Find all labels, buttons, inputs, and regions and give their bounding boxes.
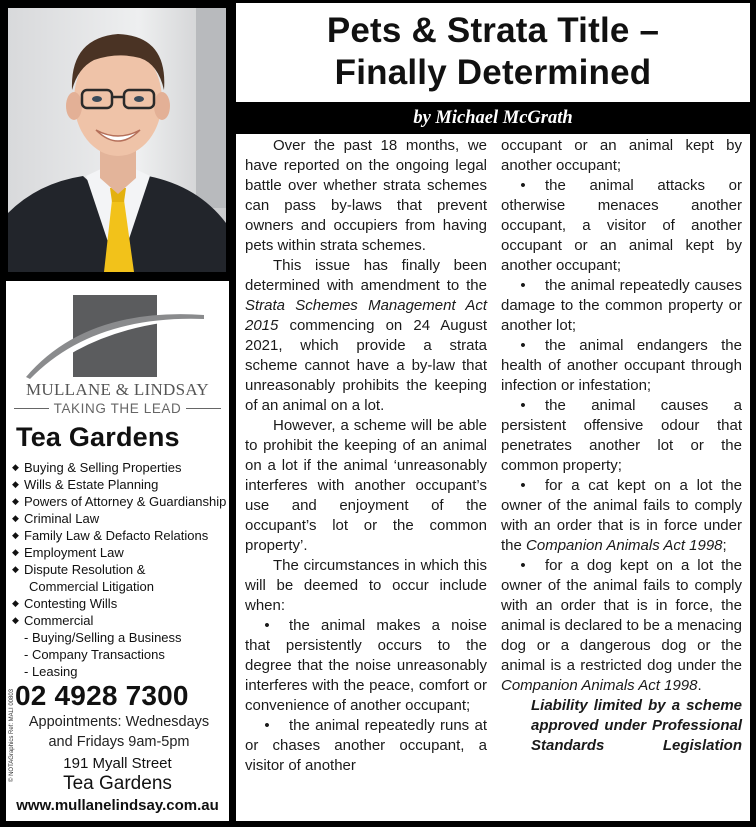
headline-box — [236, 3, 750, 102]
bullet-item: • for a dog kept on a lot the owner of the animal fails to comply with an order that is in force, the animal is declared to be a menacing dog or a dangerous dog or the animal is a restricted dog under the Companion Animals Act 1998. — [501, 557, 742, 694]
bullet-icon: • — [520, 337, 526, 354]
article-body — [236, 134, 750, 821]
service-subitem: - Buying/Selling a Business — [24, 630, 182, 645]
firm-name: MULLANE & LINDSAY — [26, 380, 209, 399]
service-subitem: - Company Transactions — [24, 647, 165, 662]
appointment-hours: Appointments: Wednesdays and Fridays 9am-5pm — [28, 714, 210, 750]
bullet-item: • for a cat kept on a lot the owner of the animal fails to comply with an order that is in force under the Companion Animals Act 1998; — [501, 477, 742, 554]
service-item: ◆ Contesting Wills — [12, 596, 118, 611]
diamond-bullet-icon: ◆ — [12, 479, 19, 489]
office-town-heading: Tea Gardens — [16, 422, 180, 452]
street-address: 191 Myall Street — [63, 755, 172, 772]
service-item: ◆ Criminal Law — [12, 511, 100, 526]
service-item: ◆ Commercial — [12, 613, 94, 628]
bullet-item: • the animal causes a persistent offensive odour that penetrates another lot or the common property; — [501, 397, 742, 474]
title-line-1: Pets & Strata Title – — [326, 11, 660, 50]
bullet-icon: • — [520, 177, 526, 194]
bullet-icon: • — [264, 717, 270, 734]
graphics-credit: © NOTAGraphics Ref: MALI 00803 — [9, 688, 15, 782]
service-item: ◆ Powers of Attorney & Guardianship — [12, 494, 227, 509]
diamond-bullet-icon: ◆ — [12, 615, 19, 625]
bullet-icon: • — [520, 477, 526, 494]
service-item: ◆ Family Law & Defacto Relations — [12, 528, 209, 543]
service-item: ◆ Buying & Selling Properties — [12, 460, 182, 475]
service-item: ◆ Dispute Resolution & — [12, 562, 146, 577]
diamond-bullet-icon: ◆ — [12, 496, 19, 506]
address-town: Tea Gardens — [63, 773, 172, 794]
diamond-bullet-icon: ◆ — [12, 547, 19, 557]
bullet-continuation: occupant or an animal kept by another occupant; — [501, 137, 742, 174]
website-link[interactable]: www.mullanelindsay.com.au — [16, 797, 219, 814]
article-column-2 — [501, 136, 742, 756]
bullet-item: • the animal attacks or otherwise menaces another occupant, a visitor of another occupant or an animal kept by another occupant; — [501, 177, 742, 274]
byline: by Michael McGrath — [413, 108, 573, 128]
bullet-item: • the animal repeatedly runs at or chases another occupant, a visitor of another — [245, 717, 487, 774]
service-item-continuation: Commercial Litigation — [29, 579, 154, 594]
portrait-image — [8, 8, 226, 272]
author-photo — [8, 8, 226, 272]
paragraph: The circumstances in which this will be deemed to occur include when: — [245, 557, 487, 614]
bullet-icon: • — [520, 397, 526, 414]
bullet-icon: • — [520, 277, 526, 294]
tagline-rule-left — [14, 408, 49, 409]
phone-number[interactable]: 02 4928 7300 — [15, 680, 189, 711]
law-firm-advertisement — [6, 281, 229, 821]
paragraph: However, a scheme will be able to prohibit the keeping of an animal on a lot if the animal ‘unreasonably interferes with another occupant’s use and enjoyment of the occupant’s lot or the common property’. — [245, 417, 487, 554]
bullet-icon: • — [520, 557, 526, 574]
bullet-item: • the animal makes a noise that persistently occurs to the degree that the noise unreasonably interferes with the peace, comfort or convenience of another occupant; — [245, 617, 487, 714]
service-item: ◆ Wills & Estate Planning — [12, 477, 159, 492]
bullet-item: • the animal endangers the health of another occupant through infection or infestation; — [501, 337, 742, 394]
act-title: Strata Schemes Management Act 2015 — [245, 297, 487, 334]
title-line-2: Finally Determined — [334, 53, 652, 92]
diamond-bullet-icon: ◆ — [12, 598, 19, 608]
tagline-rule-right — [186, 408, 221, 409]
page-title — [236, 3, 750, 94]
diamond-bullet-icon: ◆ — [12, 462, 19, 472]
act-title: Companion Animals Act 1998 — [501, 677, 698, 694]
tagline-row — [14, 400, 221, 416]
diamond-bullet-icon: ◆ — [12, 564, 19, 574]
bullet-icon: • — [264, 617, 270, 634]
service-subitem: - Leasing — [24, 664, 78, 679]
act-title: Companion Animals Act 1998 — [526, 537, 723, 554]
paragraph: This issue has finally been determined with amendment to the Strata Schemes Management Act 2015 commencing on 24 August 2021, which provide a strata scheme cannot have a by-law that unreasonably prohibits the keeping of an animal on a lot. — [245, 257, 487, 414]
services-list — [11, 459, 229, 680]
paragraph: Over the past 18 months, we have reported on the ongoing legal battle over whether strata schemes can pass by-laws that prevent owners and occupiers from having pets within strata schemes. — [245, 137, 487, 254]
article-column-1 — [245, 136, 487, 776]
service-item: ◆ Employment Law — [12, 545, 124, 560]
logo-swoosh-icon — [26, 301, 206, 381]
bullet-item: • the animal repeatedly causes damage to the common property or another lot; — [501, 277, 742, 334]
diamond-bullet-icon: ◆ — [12, 513, 19, 523]
diamond-bullet-icon: ◆ — [12, 530, 19, 540]
tagline: TAKING THE LEAD — [53, 400, 182, 416]
liability-disclaimer: Liability limited by a scheme approved under Professional Standards Legislation — [531, 697, 742, 754]
